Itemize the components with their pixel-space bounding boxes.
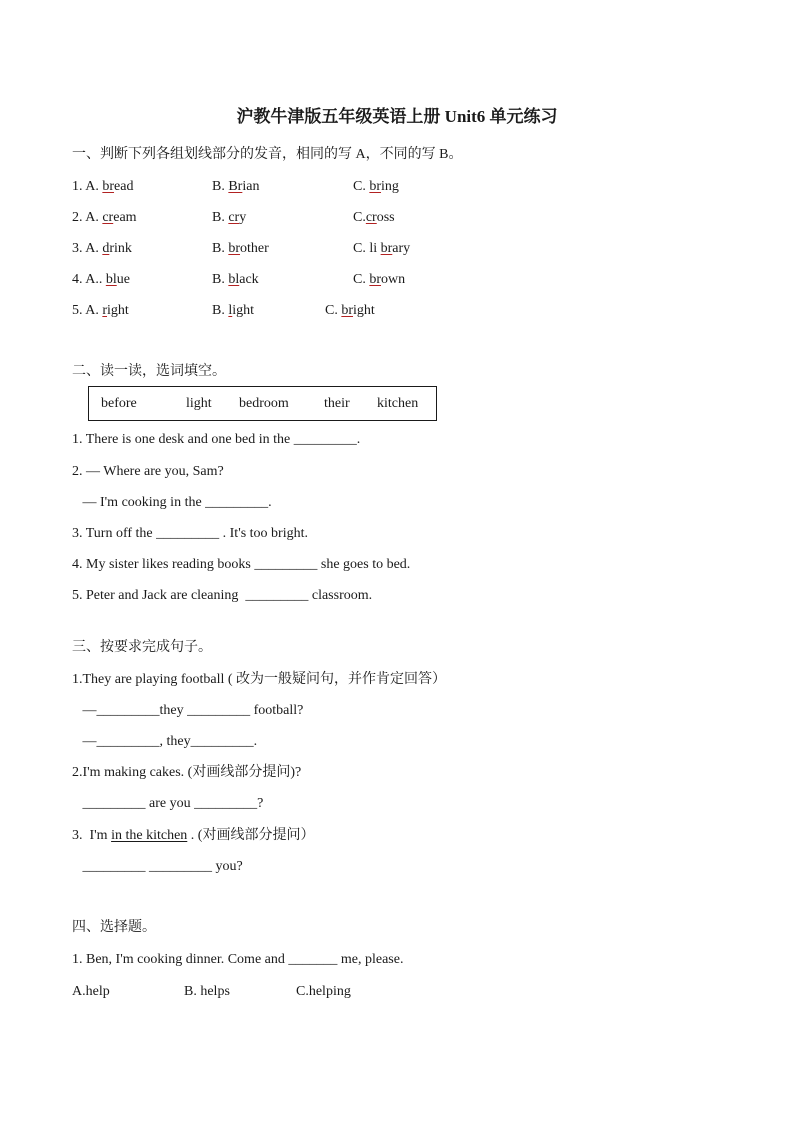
option-a: 4. A.. blue: [72, 272, 130, 287]
answer-line: —_________, they_________.: [72, 734, 258, 749]
option-b: B. brother: [212, 241, 269, 256]
option-a: 3. A. drink: [72, 241, 132, 256]
page-title: 沪教牛津版五年级英语上册 Unit6 单元练习: [236, 107, 558, 126]
word-bank-item: bedroom: [239, 396, 289, 411]
answer-line: _________ _________ you?: [72, 859, 243, 874]
question-line: 1. There is one desk and one bed in the _________.: [72, 432, 361, 447]
question-line: 5. Peter and Jack are cleaning _________ classroom.: [72, 588, 373, 603]
word-bank: [88, 386, 437, 421]
question-line: 3. Turn off the _________ . It's too bright.: [72, 526, 308, 541]
option-b: B. black: [212, 272, 259, 287]
option-c: C. li brary: [353, 241, 411, 256]
option-c: C. bring: [353, 179, 399, 194]
word-bank-item: their: [324, 396, 350, 411]
question-line: 3. I'm in the kitchen . (对画线部分提问）: [72, 828, 315, 843]
word-bank-item: before: [101, 396, 137, 411]
option-a: 5. A. right: [72, 303, 129, 318]
choice-option: C.helping: [296, 984, 351, 999]
option-a: 1. A. bread: [72, 179, 134, 194]
option-b: B. cry: [212, 210, 247, 225]
option-c: C. brown: [353, 272, 406, 287]
section2-heading: 二、读一读，选词填空。: [72, 364, 226, 379]
section1-heading: 一、判断下列各组划线部分的发音，相同的写 A，不同的写 B。: [72, 147, 463, 162]
option-b: B. light: [212, 303, 255, 318]
question-line: 1. Ben, I'm cooking dinner. Come and _______ me, please.: [72, 952, 404, 967]
option-c: C. bright: [325, 303, 375, 318]
question-line: 4. My sister likes reading books _________ she goes to bed.: [72, 557, 411, 572]
word-bank-item: kitchen: [377, 396, 419, 411]
question-line: 1.They are playing football ( 改为一般疑问句，并作肯定回答）: [72, 672, 447, 687]
option-a: 2. A. cream: [72, 210, 137, 225]
option-c: C.cross: [353, 210, 395, 225]
option-b: B. Brian: [212, 179, 260, 194]
question-line: 2.I'm making cakes. (对画线部分提问)?: [72, 765, 302, 780]
choice-option: B. helps: [184, 984, 230, 999]
answer-line: —_________they _________ football?: [72, 703, 304, 718]
answer-line: _________ are you _________?: [72, 796, 264, 811]
question-line: — I'm cooking in the _________.: [72, 495, 272, 510]
question-line: 2. — Where are you, Sam?: [72, 464, 224, 479]
choice-option: A.help: [72, 984, 110, 999]
word-bank-item: light: [186, 396, 212, 411]
section4-heading: 四、选择题。: [72, 920, 156, 935]
section3-heading: 三、按要求完成句子。: [72, 640, 212, 655]
